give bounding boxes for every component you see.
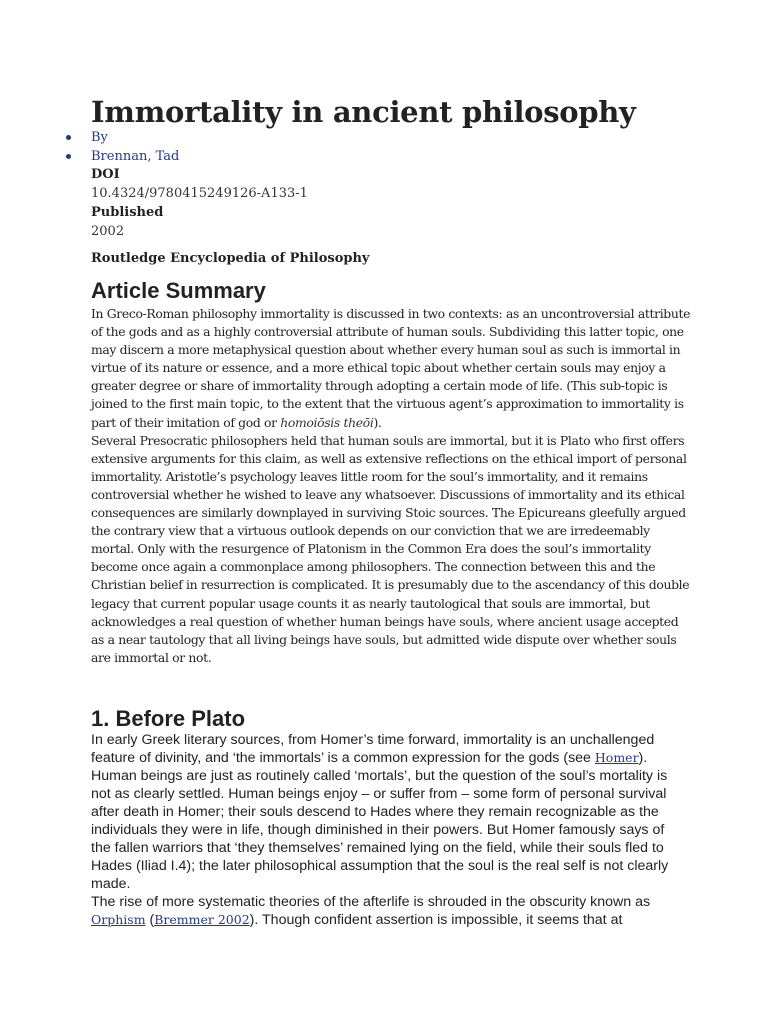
summary-paragraph-2: Several Presocratic philosophers held that human souls are immortal, but it is Plato who first offers extensive arguments for this claim, as well as extensive reflections on the ethical import of personal immortality. Aristotle’s psychology leaves little room for the soul’s immortality, and it remains controversial whether he wished to leave any whatsoever. Discussions of immortality and its ethical consequences are similarly downplayed in surviving Stoic sources. The Epicureans gleefully argued the contrary view that a virtuous outlook depends on our conviction that we are irredeemably mortal. Only with the resurgence of Platonism in the Common Era does the soul’s immortality become once again a commonplace among philosophers. The connection between this and the Christian belief in resurrection is complicated. It is presumably due to the ascendancy of this double legacy that current popular usage counts it as nearly tautological that souls are immortal, but acknowledges a real question of whether human beings have souls, where ancient usage accepted as a near tautology that all living beings have souls, but admitted wide dispute over whether souls are immortal or not. xyxy=(91,432,690,665)
doi-label: DOI xyxy=(91,167,120,182)
bullet-icon xyxy=(66,154,71,159)
section1-paragraph-1 xyxy=(91,731,681,893)
section1-p1-text-b: ). Human beings are just as routinely called ‘mortals’, but the question of the soul’s mortality is not as clearly settled. Human beings enjoy – or suffer from – some form of personal survival after death in Homer; their souls descend to Hades where they remain recognizable as the individuals they were in life, though diminished in their powers. But Homer famously says of the fallen warriors that ‘they themselves’ remained lying on the field, while their souls fled to Hades (Iliad I.4); the later philosophical assumption that the soul is the real self is not clearly made. xyxy=(91,750,669,892)
summary-p1-text-b: ). xyxy=(373,414,382,430)
summary-paragraph-1 xyxy=(91,305,691,432)
publication-details xyxy=(91,165,308,241)
published-label: Published xyxy=(91,205,164,220)
homer-link[interactable]: Homer xyxy=(594,750,639,765)
source-title: Routledge Encyclopedia of Philosophy xyxy=(91,251,370,266)
doi-value: 10.4324/9780415249126-A133-1 xyxy=(91,186,308,201)
orphism-link[interactable]: Orphism xyxy=(91,912,146,927)
section1-p2-text-mid: ( xyxy=(145,912,155,928)
article-title: Immortality in ancient philosophy xyxy=(91,95,636,129)
section1-p2-text-a: The rise of more systematic theories of the afterlife is shrouded in the obscurity known as xyxy=(91,894,651,910)
greek-term: homoiōsis theōi xyxy=(280,414,374,430)
summary-p1-text-a: In Greco-Roman philosophy immortality is discussed in two contexts: as an uncontroversial attribute of the gods and as a highly controversial attribute of human souls. Subdividing this latter topic, one may discern a more metaphysical question about whether every human soul as such is immortal in virtue of its nature or essence, and a more ethical topic about whether certain souls may enjoy a greater degree or share of immortality through adopting a certain mode of life. (This sub-topic is joined to the first main topic, to the extent that the virtuous agent’s approximation to immortality is part of their imitation of god or xyxy=(91,306,691,430)
meta-list xyxy=(62,128,179,166)
section1-body xyxy=(91,731,681,929)
section1-paragraph-2 xyxy=(91,893,681,929)
author-link[interactable]: Brennan, Tad xyxy=(91,149,180,164)
meta-by xyxy=(62,128,179,147)
bullet-icon xyxy=(66,135,71,140)
bremmer-link[interactable]: Bremmer 2002 xyxy=(154,912,250,927)
meta-author[interactable] xyxy=(62,147,179,166)
section-heading-before-plato: 1. Before Plato xyxy=(91,706,246,731)
section1-p2-text-b: ). Though confident assertion is impossible, it seems that at xyxy=(249,912,623,928)
section1-p1-text-a: In early Greek literary sources, from Homer’s time forward, immortality is an unchallenged feature of divinity, and ‘the immortals’ is a common expression for the gods (see xyxy=(91,732,655,766)
published-value: 2002 xyxy=(91,224,125,239)
summary-body xyxy=(91,305,691,667)
summary-heading: Article Summary xyxy=(91,278,266,303)
by-label: By xyxy=(91,130,108,145)
